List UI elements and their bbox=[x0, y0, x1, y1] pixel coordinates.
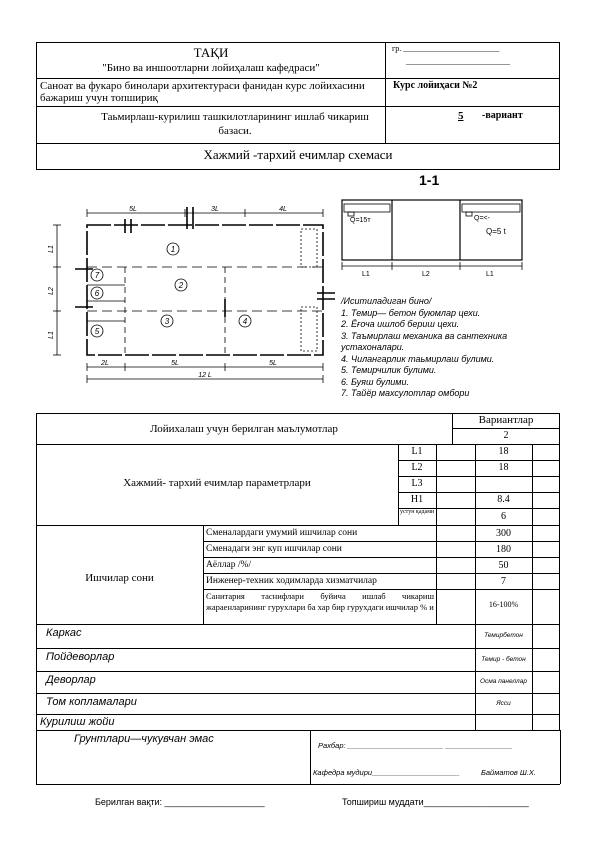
dim-side-1: L1 bbox=[48, 245, 55, 253]
dim-top-2: 3L bbox=[211, 206, 219, 213]
room-7-label: 7 bbox=[94, 271, 100, 280]
param-value: 18 bbox=[498, 462, 509, 473]
header-department: "Бино ва иншоотларни лойиҳалаш кафедраси" bbox=[102, 62, 320, 74]
header-title: ТАҚИ bbox=[193, 45, 229, 60]
variants-label: Вариантлар bbox=[478, 414, 534, 426]
legend-item: 6. Буяш булими. bbox=[341, 376, 409, 387]
deadline-date: Топшириш муддати_____________________ bbox=[342, 797, 529, 807]
row-value: Ясси bbox=[496, 700, 511, 707]
dim-top-3: 4L bbox=[279, 206, 287, 213]
crane-right-capacity: Q=5 t bbox=[486, 227, 506, 236]
row-value: Осма панеллар bbox=[480, 678, 527, 685]
dim-bottom-1: 2L bbox=[101, 360, 109, 367]
legend-item: 4. Чилангарлик таьмирлаш булими. bbox=[341, 353, 495, 364]
variant-value: 2 bbox=[503, 430, 509, 441]
row-value: Темирбетон bbox=[484, 632, 523, 639]
dim-total: 12 L bbox=[198, 372, 212, 379]
room-4-label: 4 bbox=[242, 317, 248, 326]
row-name: Курилиш жойи bbox=[40, 716, 115, 728]
dim-side-2: L2 bbox=[48, 287, 55, 295]
crane-right-capacity-top: Q=<- bbox=[474, 215, 490, 222]
room-3-label: 3 bbox=[164, 317, 170, 326]
row-name: Каркас bbox=[46, 627, 82, 639]
head-name: Байматов Ш.Х. bbox=[481, 768, 536, 777]
worker-row-value: 50 bbox=[498, 560, 509, 571]
dim-top-1: 5L bbox=[129, 206, 137, 213]
dim-bottom-2: 5L bbox=[171, 360, 179, 367]
legend bbox=[341, 296, 561, 400]
worker-row-name: Инженер-техник ходимларда хизматчилар bbox=[206, 576, 377, 586]
param-name: L3 bbox=[411, 478, 423, 489]
floor-plan-drawing bbox=[45, 195, 335, 385]
legend-item: 2. Ёғоча ишлоб бериш цехи. bbox=[341, 319, 460, 329]
legend-title: /Иситиладиган бино/ bbox=[341, 296, 432, 306]
param-value: 8.4 bbox=[497, 494, 510, 505]
worker-row-name: Сменадаги энг куп ишчилар сони bbox=[206, 544, 342, 554]
legend-item: 5. Темирчилик булими. bbox=[341, 365, 437, 375]
section-drawing bbox=[338, 196, 528, 278]
legend-item: 1. Темир— бетон буюмлар цехи. bbox=[341, 307, 481, 318]
section-title: 1-1 bbox=[419, 172, 440, 188]
crane-left-capacity: Q=15т bbox=[350, 217, 371, 224]
dim-bottom-3: 5L bbox=[269, 360, 277, 367]
issued-date: Берилган вақти: ____________________ bbox=[95, 797, 265, 807]
param-value: 6 bbox=[501, 511, 506, 522]
param-value: 18 bbox=[498, 446, 509, 457]
row-name: Деворлар bbox=[46, 674, 96, 686]
legend-item: 3. Таъмирлаш механика ва сантехника устахоналари. bbox=[341, 330, 508, 352]
room-1-label: 1 bbox=[170, 245, 176, 254]
param-name: H1 bbox=[410, 494, 424, 505]
params-label: Хажмий- тархий ечимлар параметрлари bbox=[123, 477, 311, 489]
group-field: гр. ________________________ bbox=[392, 44, 500, 53]
worker-row-name: Сменалардаги умумий ишчилар сони bbox=[206, 528, 358, 538]
worker-row-value: 180 bbox=[496, 544, 511, 555]
worker-row-name: Аёллар /%/ bbox=[206, 560, 252, 570]
supervisor-signature: Рахбар: _______________________ ________________ bbox=[318, 741, 513, 750]
soil-text: Грунтлари—чукувчан эмас bbox=[74, 733, 214, 745]
worker-row-value: 300 bbox=[496, 528, 511, 539]
row-name: Том копламалари bbox=[46, 696, 137, 708]
span-3: L1 bbox=[486, 271, 494, 278]
worker-row-value: 7 bbox=[501, 576, 506, 587]
room-6-label: 6 bbox=[94, 289, 100, 298]
topic-text: Таьмирлаш-курилиш ташкилотларининг ишлаб чикариш базаси. bbox=[101, 111, 369, 137]
scheme-title: Хажмий -тархий ечимлар схемаси bbox=[203, 147, 393, 162]
group-field-line2: __________________________ bbox=[406, 57, 510, 66]
variant-label: -вариант bbox=[482, 110, 523, 121]
head-signature: Кафедра мудири_____________________ bbox=[313, 768, 460, 777]
param-name: L2 bbox=[411, 462, 423, 473]
span-2: L2 bbox=[422, 271, 430, 278]
dim-side-3: L1 bbox=[48, 331, 55, 339]
subject-text: Саноат ва фукаро бинолари архитектураси фанидан курс лойихасини бажариш учун топшириқ bbox=[40, 80, 365, 104]
row-name: Пойдеворлар bbox=[46, 651, 115, 663]
workers-label: Ишчилар сони bbox=[85, 572, 154, 584]
room-5-label: 5 bbox=[94, 327, 100, 336]
param-name: L1 bbox=[411, 446, 423, 457]
variant-number: 5 bbox=[458, 110, 464, 122]
design-data-label: Лойихалаш учун берилган маълумотлар bbox=[150, 423, 338, 435]
span-1: L1 bbox=[362, 271, 370, 278]
row-value: Темир - бетон bbox=[481, 656, 526, 663]
worker-row-value: 16-100% bbox=[488, 600, 519, 609]
project-title: Курс лойиҳаси №2 bbox=[393, 80, 478, 91]
room-2-label: 2 bbox=[178, 281, 184, 290]
legend-item: 7. Тайёр махсулотлар омбори bbox=[341, 388, 470, 398]
worker-row-name: Санитария таснифлари буйича ишлаб чикариш жараенларининг гурухлари ба хар бир гурухдаги ишчилар % и bbox=[206, 591, 434, 612]
param-name: устун қадами bbox=[400, 509, 435, 515]
